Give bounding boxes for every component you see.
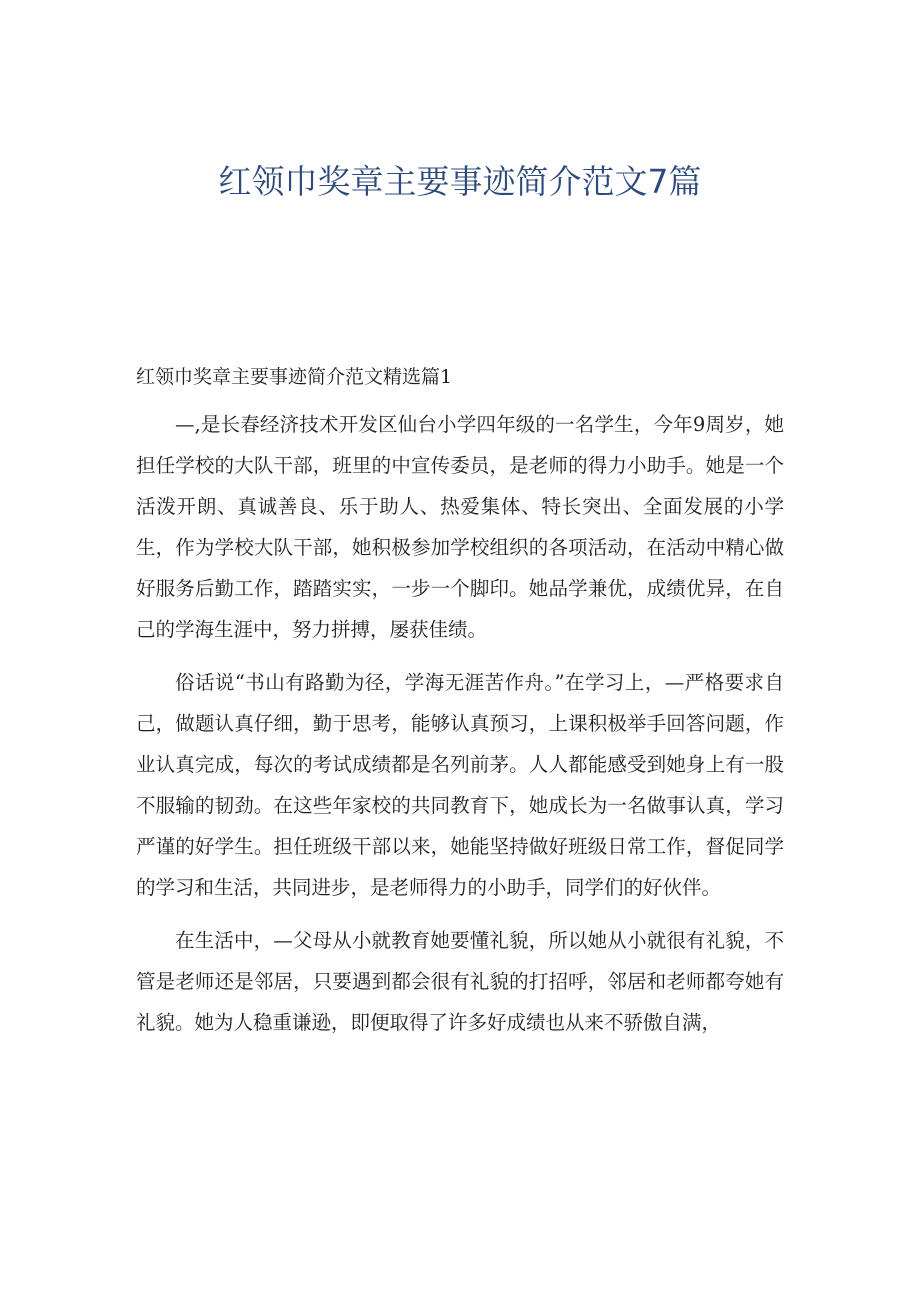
document-body: [136, 404, 784, 1055]
paragraph-3: 在生活中，—父母从小就教育她要懂礼貌，所以她从小就很有礼貌，不管是老师还是邻居，只要遇到都会很有礼貌的打招呼，邻居和老师都夸她有礼貌。她为人稳重谦逊，即便取得了许多好成绩也从来不骄傲自满，: [136, 929, 784, 1034]
document-title: 红领巾奖章主要事迹简介范文7篇: [218, 162, 702, 201]
paragraph-2: 俗话说“书山有路勤为径，学海无涯苦作舟。”在学习上，—严格要求自己，做题认真仔细，勤于思考，能够认真预习，上课积极举手回答问题，作业认真完成，每次的考试成绩都是名列前茅。人人都能感受到她身上有一股不服输的韧劲。在这些年家校的共同教育下，她成长为一名做事认真，学习严谨的好学生。担任班级干部以来，她能坚持做好班级日常工作，督促同学的学习和生活，共同进步，是老师得力的小助手，同学们的好伙伴。: [136, 671, 784, 899]
section-heading: 红领巾奖章主要事迹简介范文精选篇1: [136, 366, 453, 388]
paragraph-1: —,是长春经济技术开发区仙台小学四年级的一名学生，今年9周岁，她担任学校的大队干部，班里的中宣传委员，是老师的得力小助手。她是一个活泼开朗、真诚善良、乐于助人、热爱集体、特长突出、全面发展的小学生，作为学校大队干部，她积极参加学校组织的各项活动，在活动中精心做好服务后勤工作，踏踏实实，一步一个脚印。她品学兼优，成绩优异，在自己的学海生涯中，努力拼搏，屡获佳绩。: [136, 413, 784, 641]
